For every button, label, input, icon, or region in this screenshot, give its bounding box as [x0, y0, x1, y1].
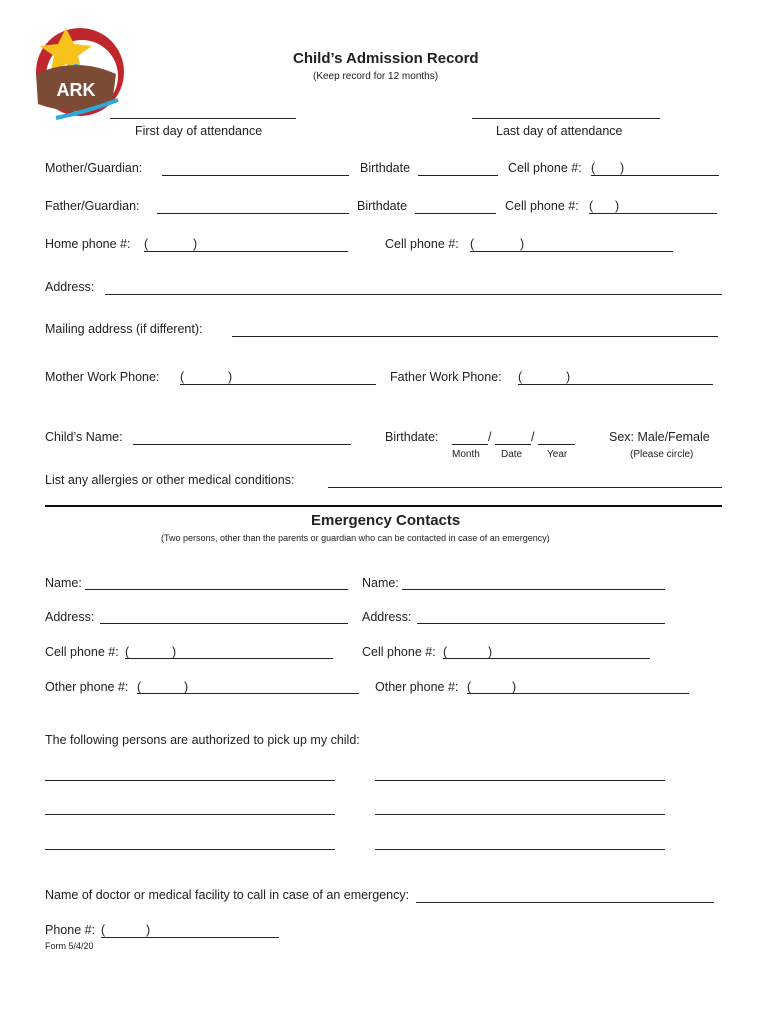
mother-cell-label: Cell phone #: — [508, 161, 582, 175]
year-caption: Year — [547, 449, 568, 460]
emergency-2-name-field[interactable] — [402, 589, 665, 590]
father-work-field[interactable] — [518, 384, 713, 385]
birth-date-field[interactable] — [495, 444, 531, 445]
emergency-1-name-field[interactable] — [85, 589, 348, 590]
father-work-label: Father Work Phone: — [390, 370, 502, 384]
pickup-field-5[interactable] — [45, 849, 335, 850]
emergency-2-other-open: ( — [467, 680, 472, 694]
pickup-field-4[interactable] — [375, 814, 665, 815]
mother-birthdate-label: Birthdate — [360, 161, 411, 175]
emergency-2-cell-open: ( — [443, 645, 448, 659]
emergency-2-name-label: Name: — [362, 576, 399, 590]
logo-text: ARK — [56, 80, 96, 100]
mailing-field[interactable] — [232, 336, 718, 337]
cell-phone-open: ( — [470, 237, 475, 251]
address-label: Address: — [45, 280, 95, 294]
child-name-field[interactable] — [133, 444, 351, 445]
address-field[interactable] — [105, 294, 722, 295]
emergency-1-other-open: ( — [137, 680, 142, 694]
mother-work-field[interactable] — [180, 384, 376, 385]
emergency-1-cell-open: ( — [125, 645, 130, 659]
emergency-1-address-label: Address: — [45, 610, 95, 624]
mother-work-close: ) — [228, 370, 233, 384]
pickup-field-6[interactable] — [375, 849, 665, 850]
birth-month-field[interactable] — [452, 444, 488, 445]
mother-cell-field[interactable] — [591, 175, 719, 176]
emergency-2-other-field[interactable] — [467, 693, 689, 694]
emergency-2-cell-label: Cell phone #: — [362, 645, 436, 659]
allergies-field[interactable] — [328, 487, 722, 488]
form-title: Child’s Admission Record — [293, 50, 479, 67]
emergency-2-cell-close: ) — [488, 645, 493, 659]
emergency-1-name-label: Name: — [45, 576, 82, 590]
emergency-2-address-field[interactable] — [417, 623, 665, 624]
date-caption: Date — [501, 449, 523, 460]
cell-phone-label: Cell phone #: — [385, 237, 459, 251]
mother-cell-open: ( — [591, 161, 596, 175]
home-phone-open: ( — [144, 237, 149, 251]
doctor-label: Name of doctor or medical facility to call in case of an emergency: — [45, 888, 410, 902]
please-circle-caption: (Please circle) — [630, 449, 694, 460]
father-field[interactable] — [157, 213, 349, 214]
section-divider — [45, 505, 722, 507]
form-version: Form 5/4/20 — [45, 941, 94, 951]
cell-phone-field[interactable] — [470, 251, 673, 252]
father-cell-label: Cell phone #: — [505, 199, 579, 213]
emergency-1-cell-field[interactable] — [125, 658, 333, 659]
slash-1: / — [488, 430, 492, 444]
month-caption: Month — [452, 449, 480, 460]
father-work-close: ) — [566, 370, 571, 384]
home-phone-close: ) — [193, 237, 198, 251]
mother-field[interactable] — [162, 175, 349, 176]
slash-2: / — [531, 430, 535, 444]
ark-logo — [26, 26, 126, 120]
father-birthdate-field[interactable] — [415, 213, 496, 214]
pickup-field-1[interactable] — [45, 780, 335, 781]
allergies-label: List any allergies or other medical conditions: — [45, 473, 295, 487]
last-day-label: Last day of attendance — [496, 124, 623, 138]
pickup-field-2[interactable] — [375, 780, 665, 781]
emergency-1-other-label: Other phone #: — [45, 680, 129, 694]
father-cell-field[interactable] — [589, 213, 717, 214]
first-day-label: First day of attendance — [135, 124, 263, 138]
emergency-2-other-label: Other phone #: — [375, 680, 459, 694]
father-label: Father/Guardian: — [45, 199, 140, 213]
emergency-1-cell-close: ) — [172, 645, 177, 659]
emergency-2-other-close: ) — [512, 680, 517, 694]
cell-phone-close: ) — [520, 237, 525, 251]
pickup-field-3[interactable] — [45, 814, 335, 815]
mailing-label: Mailing address (if different): — [45, 322, 203, 336]
father-cell-open: ( — [589, 199, 594, 213]
mother-label: Mother/Guardian: — [45, 161, 143, 175]
child-birthdate-label: Birthdate: — [385, 430, 439, 444]
first-day-field[interactable] — [110, 118, 296, 119]
emergency-2-address-label: Address: — [362, 610, 412, 624]
home-phone-field[interactable] — [144, 251, 348, 252]
emergency-1-cell-label: Cell phone #: — [45, 645, 119, 659]
doctor-phone-label: Phone #: — [45, 923, 96, 937]
mother-birthdate-field[interactable] — [418, 175, 498, 176]
father-birthdate-label: Birthdate — [357, 199, 408, 213]
doctor-phone-open: ( — [101, 923, 106, 937]
child-name-label: Child’s Name: — [45, 430, 123, 444]
emergency-title: Emergency Contacts — [311, 512, 461, 529]
form-subtitle: (Keep record for 12 months) — [313, 71, 439, 82]
doctor-field[interactable] — [416, 902, 714, 903]
doctor-phone-field[interactable] — [101, 937, 279, 938]
emergency-subtitle: (Two persons, other than the parents or guardian who can be contacted in case of an emergency) — [161, 533, 550, 543]
doctor-phone-close: ) — [146, 923, 151, 937]
sex-label[interactable]: Sex: Male/Female — [609, 430, 710, 444]
mother-cell-close: ) — [620, 161, 625, 175]
home-phone-label: Home phone #: — [45, 237, 131, 251]
emergency-1-other-close: ) — [184, 680, 189, 694]
mother-work-label: Mother Work Phone: — [45, 370, 160, 384]
emergency-2-cell-field[interactable] — [443, 658, 650, 659]
emergency-1-other-field[interactable] — [137, 693, 359, 694]
father-cell-close: ) — [615, 199, 620, 213]
birth-year-field[interactable] — [538, 444, 575, 445]
last-day-field[interactable] — [472, 118, 660, 119]
mother-work-open: ( — [180, 370, 185, 384]
emergency-1-address-field[interactable] — [100, 623, 348, 624]
father-work-open: ( — [518, 370, 523, 384]
pickup-label: The following persons are authorized to pick up my child: — [45, 733, 360, 747]
